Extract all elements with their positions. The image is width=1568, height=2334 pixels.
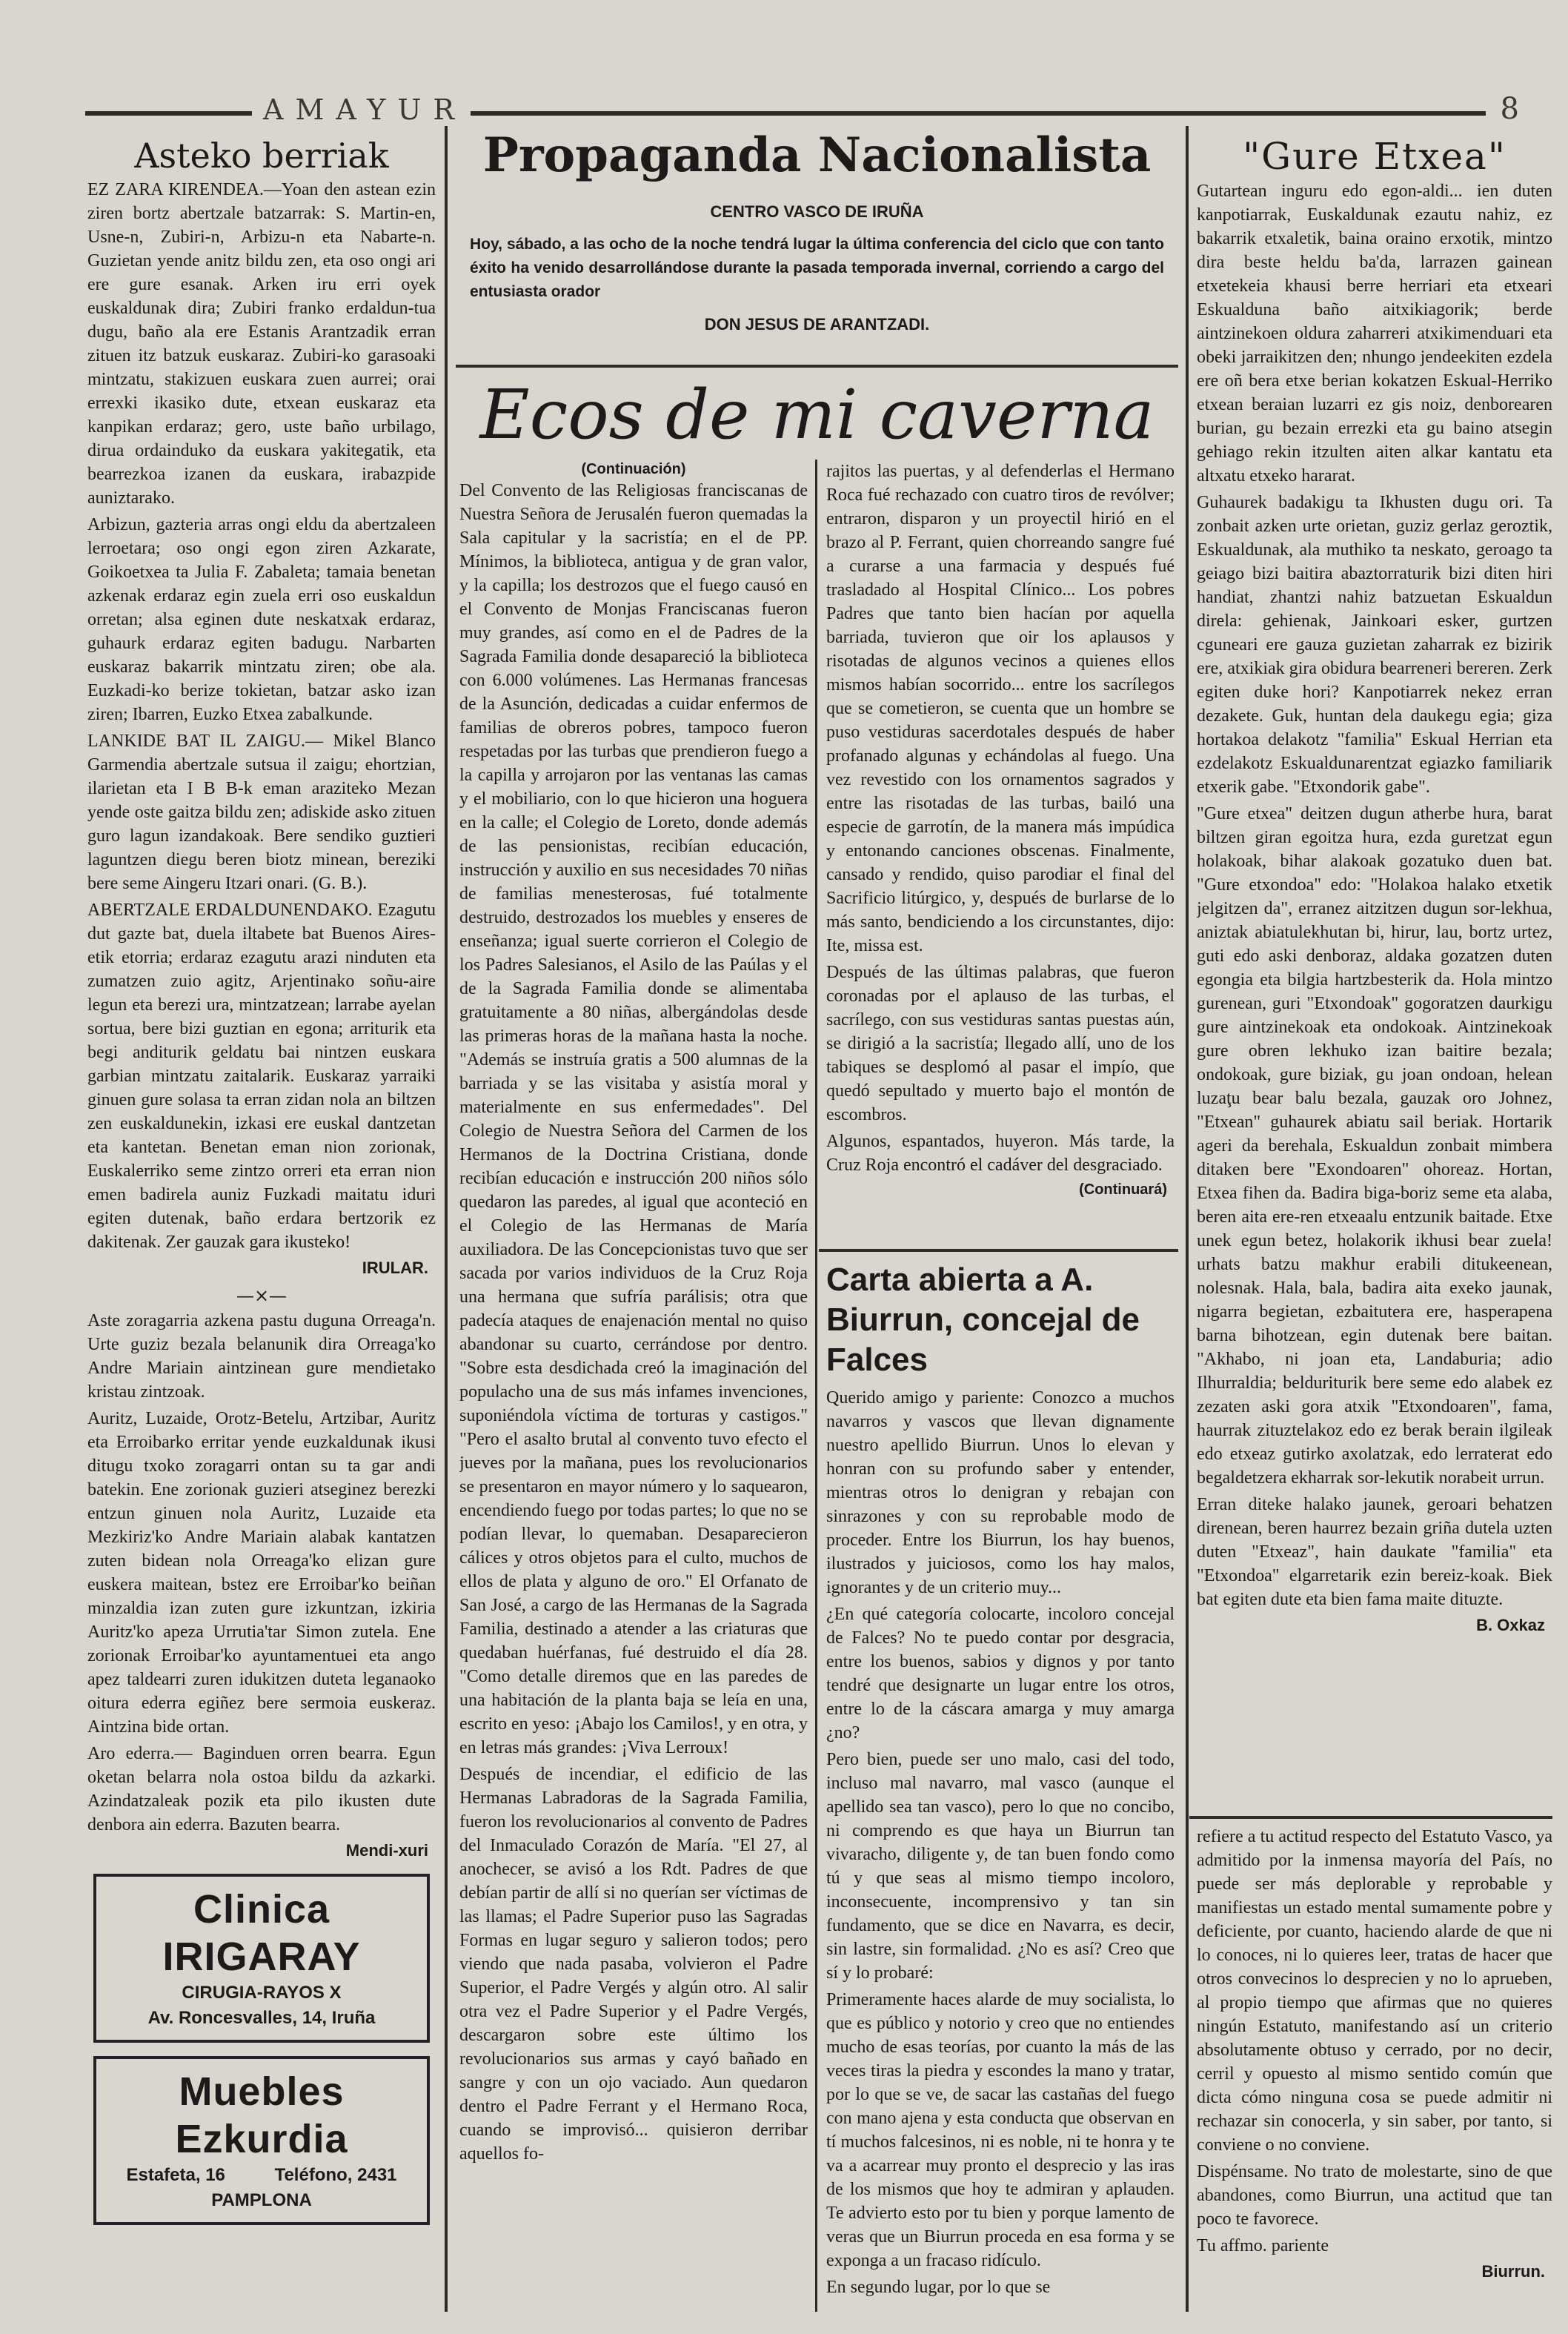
- article-paragraph: Algunos, espantados, huyeron. Más tarde, la Cruz Roja encontró el cadáver del desgraciado.: [826, 1132, 1175, 1175]
- propaganda-notice: Hoy, sábado, a las ocho de la noche tendrá lugar la última conferencia del ciclo que con tanto éxito ha venido desarrollándose durante la pasada temporada invernal, corriendo a cargo del entusiasta orador: [470, 236, 1164, 300]
- article-paragraph: Auritz, Luzaide, Orotz-Betelu, Artzibar, Auritz eta Erroibarko erritar yende euzkaldunak ikusi ditugu txoko zoragarri ontan su ta gar andi batekin. Ene zorionak guzieri atseginez berezki entzun ginuen nola Auritz, Luzaide eta Mezkiriz'ko Andre Mariain alabak kantatzen zuten bidean nola Orreaga'ko elizan gure euskera maitean, bstez ere Erroibar'ko beiñan minzaldia izan zuten gure izkuntzan, izkiria Auritz'ko apeza Urrutia'tar Simon zutela. Ene zorionak Erroibar'ko ayuntamentuei eta ango apez taldearri zuren idukitzen duteta leganaoko oitura ederra egiñez bere sermoia euskeraz. Aintzina bide ortan.: [87, 1409, 436, 1737]
- article-paragraph: Dispénsame. No trato de molestarte, sino de que abandones, como Biurrun, una actitud que tan poco te favorece.: [1197, 2162, 1552, 2229]
- ad-line: Estafeta, 16 Teléfono, 2431: [126, 2165, 397, 2185]
- ad-name: Muebles Ezkurdia: [175, 2069, 348, 2161]
- signature: B. Oxkaz: [1476, 1616, 1545, 1634]
- advertisement-clinica: [93, 1874, 430, 2043]
- column-divider: [445, 126, 448, 2312]
- article-paragraph: Después de incendiar, el edificio de las Hermanas Labradoras de la Sagrada Familia, fueron los revolucionarios al convento de Padres del Inmaculado Corazón de María. "El 27, al anochecer, se avisó a los Rdt. Padres de que debían partir de allí si no querían ser víctimas de las llamas; el Padre Superior puso las Sagradas Formas en lugar seguro y salieron todos; pero viendo que nada pasaba, volvieron el Padre Superior, el Padre Vergés y algún otro. Al salir otra vez el Padre Superior y el Padre Vergés, descargaron sobre este último los revolucionarios sus armas y cayó bañado en sangre y con un ojo vaciado. Aun quedaron dentro el Padre Ferrant y el Hermano Roca, cuando se improvisó... quisieron derribar aquellos fo-: [459, 1765, 808, 2164]
- ad-name: Clinica IRIGARAY: [162, 1887, 361, 1979]
- article-paragraph: Después de las últimas palabras, que fueron coronadas por el aplauso de las turbas, el sacrílego, con sus vestiduras santas puestas aún, se dirigió a la sacristía; llegado allí, uno de los tabiques se desplomó al pasar el impío, que quedó sepultado y muerto bajo el montón de escombros.: [826, 963, 1175, 1124]
- ad-line: CIRUGIA-RAYOS X: [182, 1983, 342, 2003]
- article-paragraph: Del Convento de las Religiosas franciscanas de Nuestra Señora de Jerusalén fueron quemadas la Sala capitular y la sacristía; en el de PP. Mínimos, la biblioteca, antigua y de gran valor, y la capilla; los destrozos que el fuego causó en el Convento de Monjas Franciscanas fueron muy grandes, así como en el de Padres de la Sagrada Familia donde desapareció la biblioteca con 6.000 volúmenes. Las Hermanas francesas de la Asunción, dedicadas a cuidar enfermos de familias de obreros pobres, tampoco fueron respetadas por las turbas que prendieron fuego a la capilla y arrojaron por las ventanas las camas y el mobiliario, con lo que hicieron una hoguera en la calle; el Colegio de Loreto, donde además de las pensionistas, recibían educación, instrucción y auxilio en sus necesidades 70 niñas de familias menesterosas, fué totalmente destruido, destrozados los muebles y enseres de enseñanza; igual suerte corrieron el Colegio de los Padres Salesianos, el Asilo de las Paúlas y el de la Sagrada Familia donde se alimentaba gratuitamente a 80 niñas, albergándolas desde las primeras horas de la mañana hasta la noche. "Además se instruía gratis a 500 alumnas de la barriada y se las visitaba y asistía moral y materialmente en sus enfermedades". Del Colegio de Nuestra Señora del Carmen de los Hermanos de la Doctrina Cristiana, donde recibían educación e instrucción 200 niños sólo quedaron las paredes, al igual que aconteció en el Colegio de las Hermanas de María auxiliadora. De las Concepcionistas tuvo que ser sacada por varios individuos de la Cruz Roja una hermana que sufría parálisis; otra que padecía ataques de enajenación mental no quiso abandonar su cuarto, cerrándose por dentro. "Sobre esta desdichada creó la imaginación del populacho una de sus más infames invenciones, suponiéndola víctima de torturas y castigos." "Pero el asalto brutal al convento tuvo efecto el jueves por la mañana, pues los revolucionarios se presentaron en mayor número y lo saquearon, encendiendo fuego por todas partes; lo que no se podían llevar, lo quemaban. Desaparecieron cálices y otros objetos para el culto, muchos de ellos de plata y alguno de oro." El Orfanato de San José, a cargo de las Hermanas de la Sagrada Familia, destinado a atender a las criaturas que quedaban huérfanas, fué destruido el día 28. "Como detalle diremos que en las paredes de una habitación de la planta baja se leía en una, escrito en yeso: ¡Abajo los Camilos!, y en otra, y en letras más grandes: ¡Viva Lerroux!: [459, 481, 808, 1757]
- ecos-title: Ecos de mi caverna: [479, 375, 1155, 454]
- article-paragraph: Querido amigo y pariente: Conozco a muchos navarros y vascos que llevan dignamente nuestro apellido Biurrun. Unos lo elevan y honran con su profundo saber y entender, mientras otros lo denigran y rebajan con sinrazones y con su reprobable modo de proceder. Entre los Biurrun, los hay buenos, ilustrados y juiciosos, como los hay malos, ignorantes y de un criterio muy...: [826, 1388, 1175, 1597]
- left-column: [87, 133, 436, 2312]
- signature: Biurrun.: [1481, 2262, 1545, 2281]
- propaganda-speaker: DON JESUS DE ARANTZADI.: [704, 315, 930, 334]
- propaganda-title: Propaganda Nacionalista: [482, 127, 1152, 183]
- carta-continuation-column: [1197, 1825, 1552, 2312]
- continuation-label: (Continuación): [581, 461, 686, 477]
- page-number: 8: [1500, 92, 1519, 126]
- article-paragraph: Arbizun, gazteria arras ongi eldu da abertzaleen lerroetara; oso ongi egon ziren Azkarate, Goikoetxea ta Julia F. Zabaleta; tamaia benetan azkenak erdaraz egin zuela erri oso euskaldun orretan; alsa eginen dute neskatxak erdaraz, guhaurk erdaraz egiten badugu. Narbarten euskaraz bakarrik mintzatu ziren; obe ala. Euzkadi-ko berize tokietan, batzar asko izan ziren; Ibarren, Euzko Etxea zabalkunde.: [87, 515, 436, 724]
- propaganda-block: [459, 126, 1175, 336]
- masthead-rule-left: [85, 111, 252, 116]
- ad-line: PAMPLONA: [211, 2190, 312, 2210]
- ad-line: Av. Roncesvalles, 14, Iruña: [147, 2008, 376, 2028]
- masthead-name: AMAYUR: [263, 93, 466, 126]
- separator: —×—: [236, 1285, 288, 1306]
- article-paragraph: ¿En qué categoría colocarte, incoloro concejal de Falces? No te puedo contar por desgracia, entre los buenos, sabios y dignos y por tanto tendré que designarte un lugar entre los otros, entre lo de la cáscara amarga y muy amarga ¿no?: [826, 1605, 1175, 1743]
- section-rule: [1189, 1816, 1552, 1819]
- masthead-rule-right: [471, 111, 1486, 116]
- article-paragraph: refiere a tu actitud respecto del Estatuto Vasco, ya admitido por la inmensa mayoría del País, no puede ser más deplorable y reprobable y manifiestas un estado mental sumamente pobre y deficiente, por cuanto, haciendo alarde de que ni lo conoces, ni lo quieres leer, tratas de hacer que otros convecinos lo desprecien y no lo aprueben, al propio tiempo que afirmas que no quieres ningún Estatuto, manifestando así un criterio absolutamente obtuso y cerrado, por no decir, cerril y opuesto al mismo sentido común que dicta cómo ninguna cosa se puede admitir ni rechazar sin conocerla, y sin saber, por tanto, si conviene o no conviene.: [1197, 1827, 1552, 2155]
- ecos-column-a: [459, 460, 808, 2312]
- signature: Mendi-xuri: [345, 1841, 428, 1860]
- gure-etxea-title: "Gure Etxea": [1243, 135, 1506, 178]
- signature: IRULAR.: [362, 1259, 428, 1277]
- carta-column: [826, 1260, 1175, 2312]
- ecos-column-b: [826, 460, 1175, 1245]
- continuara-label: (Continuará): [1079, 1181, 1167, 1198]
- column-divider: [815, 460, 817, 2312]
- article-paragraph: Tu affmo. pariente: [1197, 2236, 1329, 2255]
- article-paragraph: Aro ederra.— Baginduen orren bearra. Egun oketan belarra nola ostoa bildu da azkarki. Azindatzaleak pozik eta pilo ikusten dute denbora ain ederra. Bazuten bearra.: [87, 1744, 436, 1834]
- article-paragraph: LANKIDE BAT IL ZAIGU.— Mikel Blanco Garmendia abertzale sutsua il zaigu; ehortzian, ilarietan eta I B B-k eman araziteko Mezan yende oste gaitza bildu zen; adiskide asko zituen guro lagun izandakoak. Bere sendiko guztieri laguntzen diegu beren biotz minean, bereziki bere seme Aingeru Itzari onari. (G. B.).: [87, 732, 436, 893]
- article-paragraph: Guhaurek badakigu ta Ikhusten dugu ori. Ta zonbait azken urte orietan, guziz gerlaz geroztik, Eskualdunak, ala muthiko ta neskato, geroago ta geiago bizi baitira abaztorraturik bizi diten hiri handiat, zhantzi nahiz batzuetan Eskualdun direla: gehienak, Jainkoari esker, gurtzen cguneari ere gauza guzietan zaharrak ez bizirik ere, atxikiak gira obidura bearreneri bereren. Zerk egiten duke hori? Kanpotiarrek nekez erran dezakete. Guk, huntan dela daukegu egia; giza hortakoa delakotz "familia" Eskual Herrian eta ezdelakotz Eskualdunarentzat egiazko familiarik etxerik gabe. "Etxondorik gabe".: [1197, 493, 1552, 797]
- ecos-title-block: [459, 374, 1175, 456]
- asteko-berriak-title: Asteko berriak: [134, 136, 389, 176]
- section-rule: [819, 1249, 1178, 1252]
- article-paragraph: EZ ZARA KIRENDEA.—Yoan den astean ezin ziren bortz abertzale batzarrak: S. Martin-en, Usne-n, Zubiri-n, Arbizu-n eta Nabarte-n. Guzietan yende anitz bildu zen, eta oso ongi ari ere gure esanak. Arken iru erri oyek euskaldunak dira; Zubiri franko erdaldun-tua dugu, baño ala ere Estanis Arantzadik erran zituen itz batzuk euskaraz. Zubiri-ko garasoaki mintzatu, stakizuen euskara zuen aurrei; orai errexki ikasiko dute, etxean euskaraz eta kanpikan erdaraz; gero, uste baño urbilago, dirua ordainduko da euskara yakitegatik, eta bearrezkoa izanen da euskara, irabazpide auniztarako.: [87, 180, 436, 508]
- article-paragraph: Primeramente haces alarde de muy socialista, lo que es público y notorio y creo que no entiendes mucho de esas teorías, por cuanto la más de las veces tiras la piedra y escondes la mano y tratar, por lo que se ve, de sacar las castañas del fuego con mano ajena y esta conducta que observan en tí muchos falcesinos, ni es noble, ni te honra y te va a acarrear muy pronto el desprecio y las iras de los mismos que hoy te admiran y aplauden. Te advierto esto por tu bien y porque lamento de veras que un Biurrun proceda en esa forma y se exponga a un fracaso ridículo.: [826, 1990, 1175, 2270]
- column-divider: [1186, 126, 1189, 2312]
- propaganda-subtitle: CENTRO VASCO DE IRUÑA: [710, 202, 924, 221]
- article-paragraph: Aste zoragarria azkena pastu duguna Orreaga'n. Urte guziz bezala belanunik dira Orreaga'ko Andre Mariain aintzinean gure mendietako kristau zintzoak.: [87, 1311, 436, 1402]
- article-paragraph: Pero bien, puede ser uno malo, casi del todo, incluso mal navarro, mal vasco (aunque el apellido sea tan vasco), pero lo que no concibo, ni comprendo es que haya un Biurrun tan vivaracho, diligente y, de tan buen fondo como tú y que seas al mismo tiempo incoloro, inconsecuente, incomprensivo y tan sin fundamento, que se dice en Navarra, es decir, sin lastre, sin formalidad. ¿No es así? Creo que sí y lo probaré:: [826, 1750, 1175, 1983]
- section-rule: [456, 365, 1178, 368]
- article-paragraph: En segundo lugar, por lo que se: [826, 2278, 1051, 2297]
- article-paragraph: rajitos las puertas, y al defenderlas el Hermano Roca fué rechazado con cuatro tiros de revólver; entraron, disparon y un proyectil hirió en el brazo al P. Ferrant, quien chorreando sangre fué a curarse a una farmacia y después fué trasladado al Hospital Clínico... Los pobres Padres que tanto bien hacían por aquella barriada, tuvieron que oir los aplausos y risotadas de algunos vecinos a quienes ellos mismos habían socorrido... entre los sacrílegos que se cometieron, se cuenta que un hombre se puso vestiduras sacerdotales después de haber profanado algunas y echándolas al fuego. Una vez revestido con los ornamentos sagrados y entre las risotadas de las turbas, bailó una especie de garrotín, de la manera más impúdica y entonando canciones obscenas. Finalmente, cansado y rendido, quiso parodiar el final del Sacrificio litúrgico, y, después de burlarse de lo más santo, bendiciendo a los circunstantes, dijo: Ite, missa est.: [826, 462, 1175, 955]
- article-paragraph: Gutartean inguru edo egon-aldi... ien duten kanpotiarrak, Euskaldunak ezautu nahiz, ez bakarrik etxaletik, baina oraino erxotik, mintzo dira beste heldu ba'da, larrazen gainean etxetekeia khausi berre herriari eta etxeari Eskualduna baño aitxikiagorik; berde aintzinekoen oldura zaharreri atxikimenduari eta obeki jarraikitzen den; nhungo jendeekiten ezdela ere oñ bera etxe berian kokatzen Eskual-Herriko etxean beraian luzarri ez gis noiz, denborearen burian, gu bezain errezki eta gu baino atsegin gehiago rekin itzulten aiten alkar kantatu eta altxatu etxeko hararat.: [1197, 182, 1552, 485]
- article-paragraph: "Gure etxea" deitzen dugun atherbe hura, barat biltzen giran egoitza hura, ezda guretzat egun holakoak, bihar alakoak gozatuko duen bat. "Gure etxondoa" edo: "Holakoa halako etxetik jelgitzen da", erranez aitzitzen dugun sor-lekhua, aniztak abiatulekhutan bi, hirur, lau, bortz urtez, guti edo aski denboraz, aldaka gozatzen duten egongia eta bilgia hartzbesterik da. Hola mintzo gurenean, guri "Etxondoak" gogoratzen daurkigu gure aintzinekoak eta ondokoak. Aintzinekoak gure obren lekhuko izan baitire bezala; ondokoak, gure biziak, gu joan ondoan, helean luzaţu bear balu bezala, gauzak oro Johnez, "Etxean" guhaurek abiatu sail beriak. Hortarik ageri da berehala, Eskualdun zonbait mimbera ditaken bere "Exondoaren" ohoreaz. Hortan, Etxea fihen da. Badira biga-boriz seme eta alaba, beren aita ere-ren etxeaalu entzunik baitade. Etxe unek egun betez, holakorik ikhusi bear zuela! urhats batzu makhur erabili ditukeenean, nolesnak. Hala, bala, badira aita exeko jaunak, nigarra begietan, ezbaitutera ere, hasperapena barna bihotzean, egin dutenak bere baitan. "Akhabo, ni joan eta, Landaburia; adio Ilhurraldia; belduriturik bere seme edo alabek ez zezaten aski gora atxik "Etxondoaren", fama, haurrak zituztelakoz edo ez berak berain ilgileak edo etxeaz gutirko axolatzak, edo lerraterat edo begaldetzera ekharrak sor-lekutik norabeit urrun.: [1197, 804, 1552, 1488]
- carta-title: Carta abierta a A. Biurrun, concejal de Falces: [826, 1262, 1140, 1378]
- masthead: [85, 87, 1519, 132]
- advertisement-muebles: [93, 2056, 430, 2225]
- article-paragraph: ABERTZALE ERDALDUNENDAKO. Ezagutu dut gazte bat, duela iltabete bat Buenos Aires-etik etorria; erdaraz ezagutu arazi ninduten eta zumatzen zuio agitz, Arjentinako soñu-aire legun eta berezi ura, mintzatzean; larrabe ayelan sortua, bere bizi guztian en egona; arriturik eta begi anditurik geldatu bai nintzen euskara garbian mintzatu zaitalarik. Euskaraz yarraiki ginuen gure solasa ta erran zidan nola an biltzen zen euskaldunekin, izkasi ere euskal dantzetan eta kantetan. Benetan eman nion zorionak, Euskalerriko seme zintzo orreri eta erran nion emen badirela auniz Fuzkadi maitatu iduri egiten dutenak, baño erdara bertzorik ez dakitenak. Zer gauzak gara ikusteko!: [87, 901, 436, 1252]
- article-paragraph: Erran diteke halako jaunek, geroari behatzen direnean, beren haurrez bezain griña dutela uzten duten "Etxeaz", hain daukate "familia" eta "Etxondoa" elgarretarik ezin bereiz-koak. Biek bat egiten dute eta bien fama maite dituzte.: [1197, 1495, 1552, 1609]
